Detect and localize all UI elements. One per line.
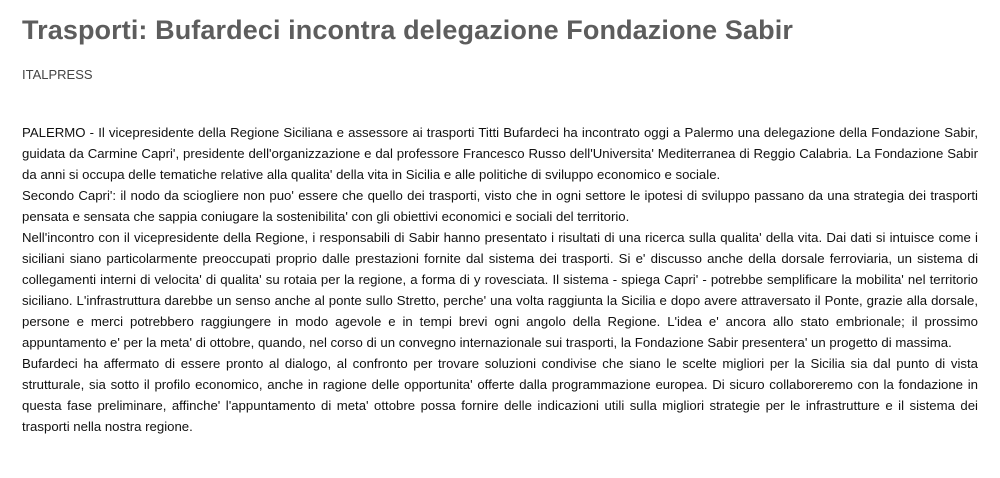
article-paragraph-4: Bufardeci ha affermato di essere pronto al dialogo, al confronto per trovare soluzioni condivise che siano le scelte migliori per la Sicilia sia dal punto di vista strutturale, sia sotto il profilo economico, anche in ragione delle opportunita' offerte dalla programmazione europea. Di sicuro collaboreremo con la fondazione in questa fase preliminare, affinche' l'appuntamento di meta' ottobre possa fornire delle indicazioni utili sulla migliori strategie per le infrastrutture e il sistema dei trasporti nella nostra regione. <box>22 356 978 434</box>
article-paragraph-3: Nell'incontro con il vicepresidente della Regione, i responsabili di Sabir hanno presentato i risultati di una ricerca sulla qualita' della vita. Dai dati si intuisce come i siciliani siano particolarmente preoccupati proprio dalle prestazioni fornite dal sistema dei trasporti. Si e' discusso anche della dorsale ferroviaria, un sistema di collegamenti interni di velocita' di qualita' su rotaia per la regione, a forma di y rovesciata. Il sistema - spiega Capri' - potrebbe semplificare la mobilita' nel territorio siciliano. L'infrastruttura darebbe un senso anche al ponte sullo Stretto, perche' una volta raggiunta la Sicilia e dopo avere attraversato il Ponte, grazie alla dorsale, persone e merci potrebbero raggiungere in modo agevole e in tempi brevi ogni angolo della Regione. L'idea e' ancora allo stato embrionale; il prossimo appuntamento e' per la meta' di ottobre, quando, nel corso di un convegno internazionale sui trasporti, la Fondazione Sabir presentera' un progetto di massima. <box>22 230 978 350</box>
article-body <box>22 122 978 437</box>
article-source: ITALPRESS <box>22 67 93 82</box>
article-paragraph-1: PALERMO - Il vicepresidente della Regione Siciliana e assessore ai trasporti Titti Bufardeci ha incontrato oggi a Palermo una delegazione della Fondazione Sabir, guidata da Carmine Capri', presidente dell'organizzazione e dal professore Francesco Russo dell'Universita' Mediterranea di Reggio Calabria. La Fondazione Sabir da anni si occupa delle tematiche relative alla qualita' della vita in Sicilia e alle politiche di sviluppo economico e sociale. <box>22 125 978 182</box>
article-title: Trasporti: Bufardeci incontra delegazione Fondazione Sabir <box>22 15 793 45</box>
article-paragraph-2: Secondo Capri': il nodo da sciogliere non puo' essere che quello dei trasporti, visto che in ogni settore le ipotesi di sviluppo passano da una strategia dei trasporti pensata e sensata che sappia coniugare la sostenibilita' con gli obiettivi economici e sociali del territorio. <box>22 188 978 224</box>
article <box>22 12 978 437</box>
